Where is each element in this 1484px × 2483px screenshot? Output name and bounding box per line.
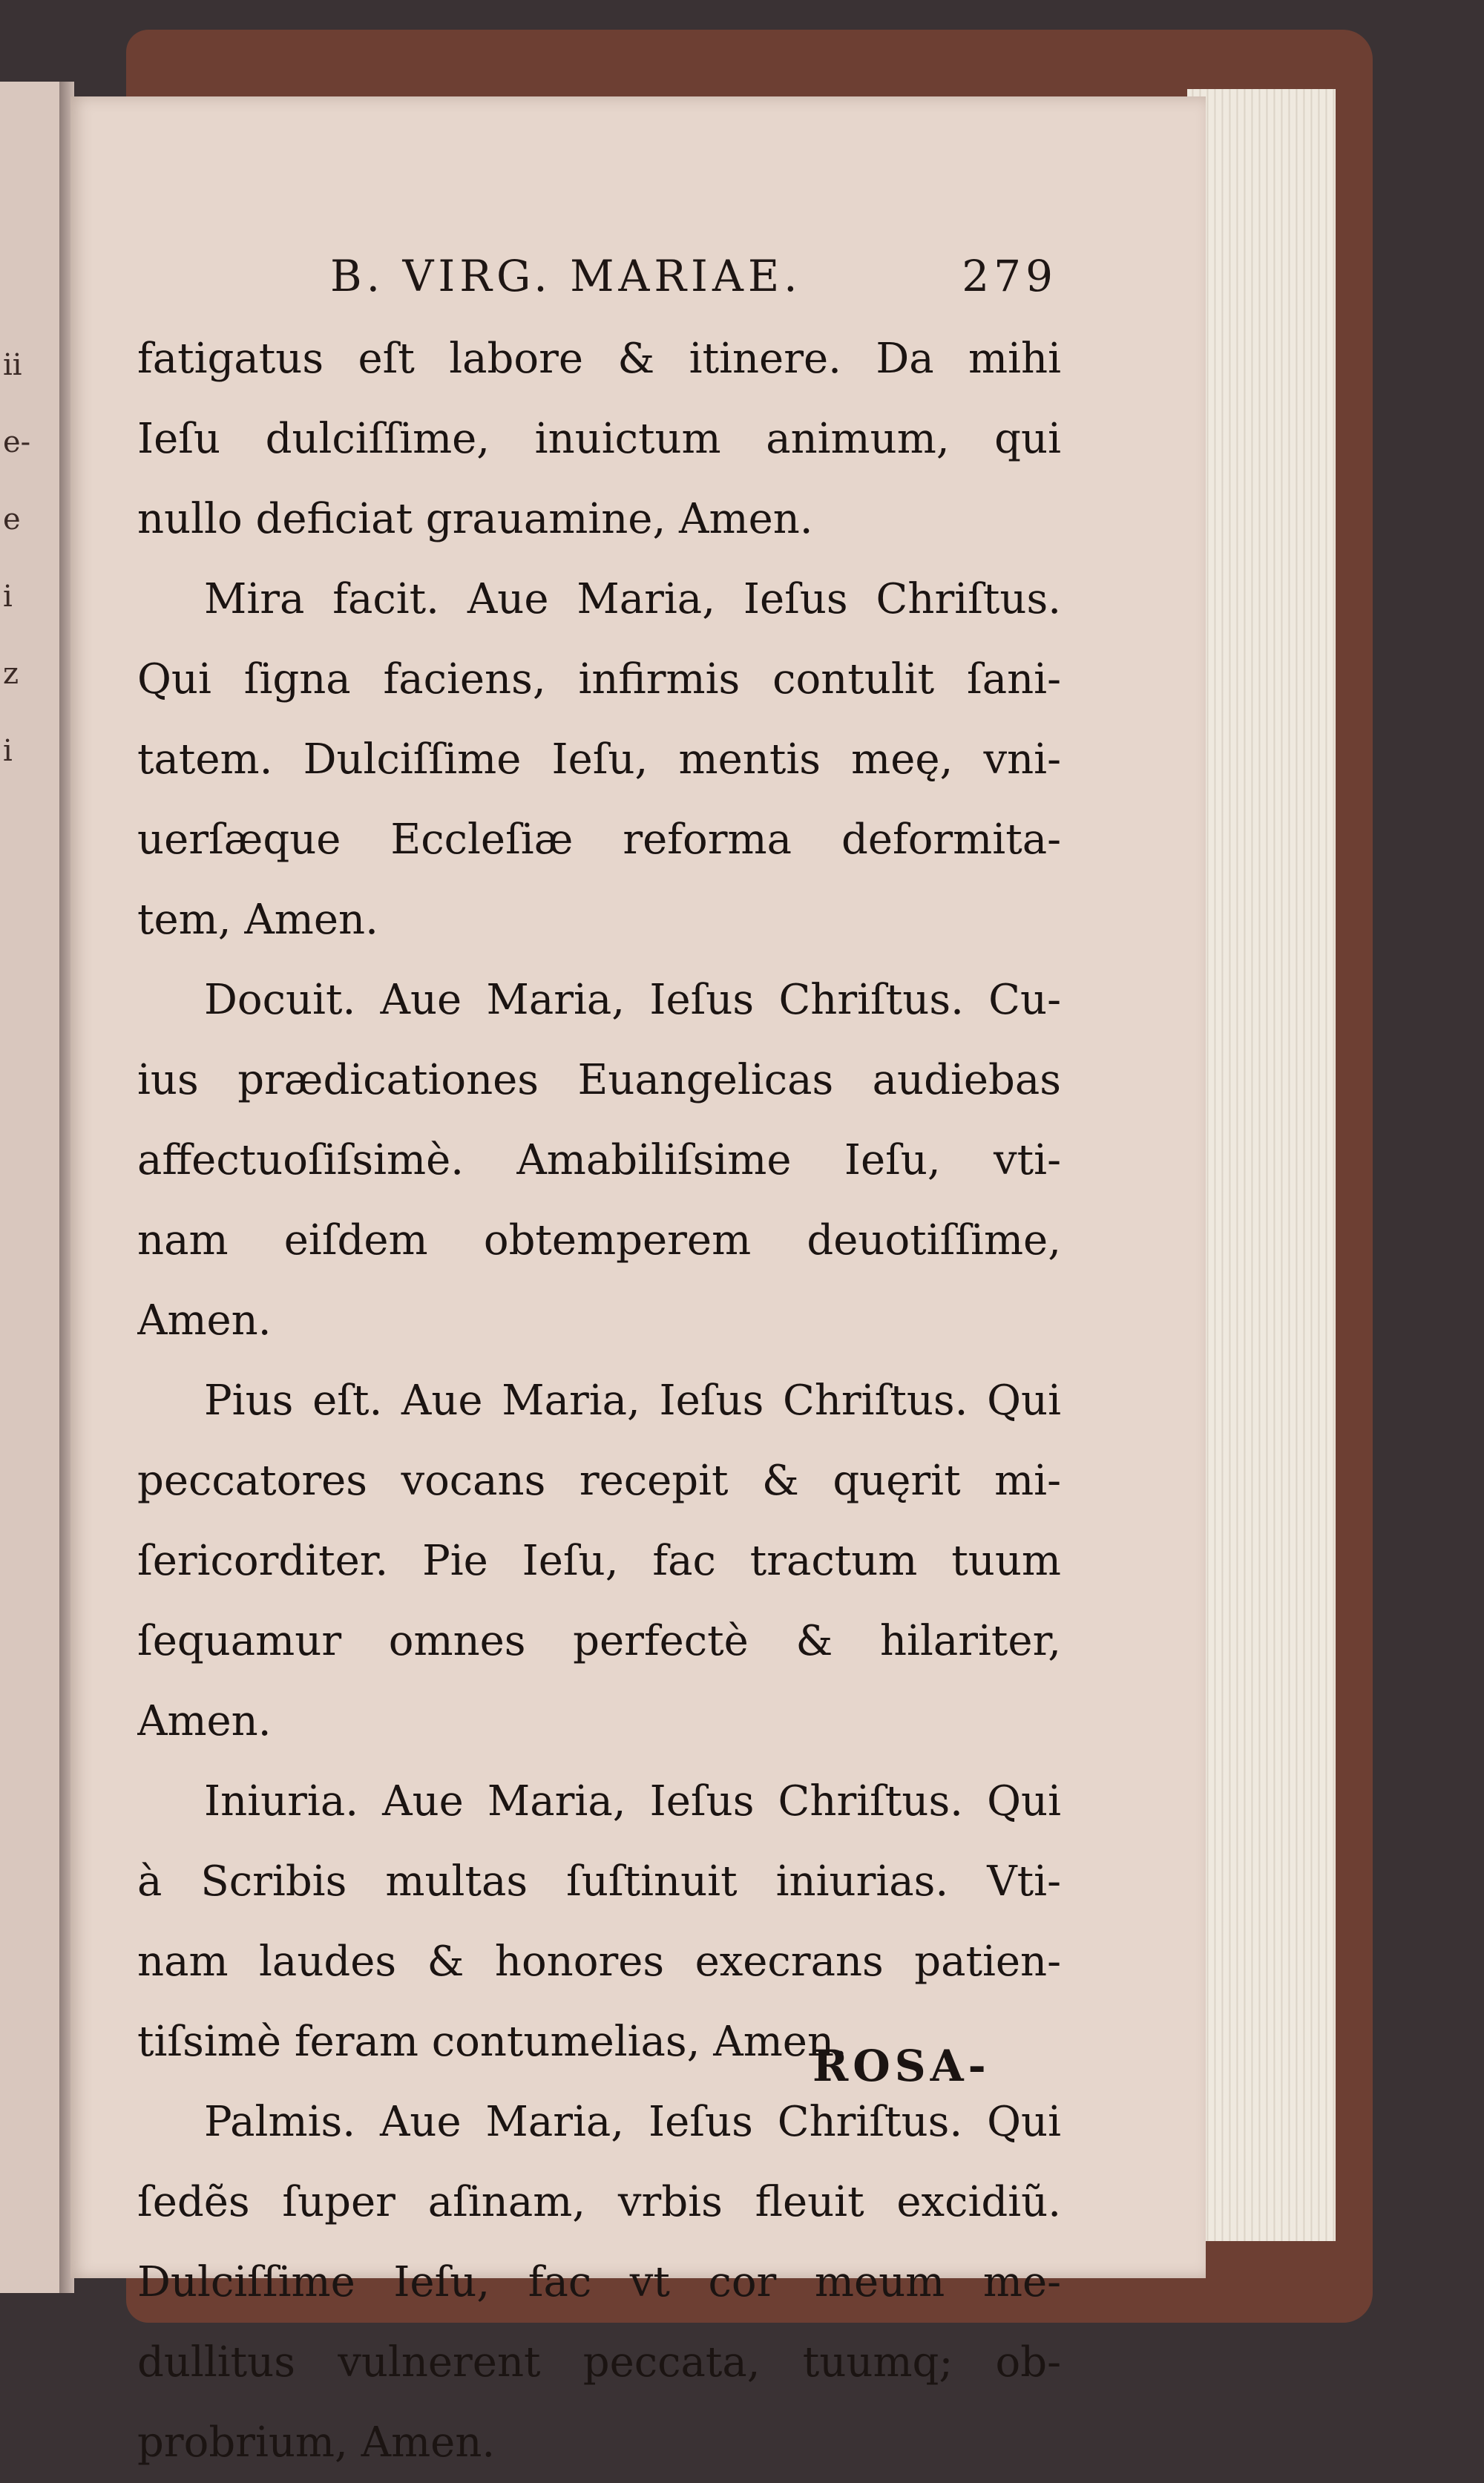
margin-fragment: z — [3, 657, 19, 691]
text-line: tatem. Dulciſſime Ieſu, mentis meę, vni- — [137, 735, 1061, 784]
margin-fragment: i — [3, 580, 13, 614]
body-text — [137, 319, 1061, 2483]
margin-fragments — [3, 327, 47, 790]
text-line: ſequamur omnes perfectè & hilariter, — [137, 1617, 1061, 1665]
header-title: B. VIRG. MARIAE. — [330, 251, 802, 301]
text-line: ſericorditer. Pie Ieſu, fac tractum tuum — [137, 1537, 1061, 1585]
text-line: Pius eſt. Aue Maria, Ieſus Chriſtus. Qui — [204, 1377, 1061, 1425]
text-line: Mira facit. Aue Maria, Ieſus Chriſtus. — [204, 575, 1061, 623]
text-line: tiſsimè feram contumelias, Amen. — [137, 2018, 847, 2066]
text-line: Qui ſigna faciens, infirmis contulit ſani- — [137, 655, 1061, 703]
text-line: nam eiſdem obtemperem deuotiſſime, — [137, 1216, 1061, 1265]
text-line: nam laudes & honores execrans patien- — [137, 1938, 1061, 1986]
text-line: ius prædicationes Euangelicas audiebas — [137, 1056, 1061, 1104]
text-line: dullitus vulnerent peccata, tuumq; ob- — [137, 2338, 1061, 2387]
catchword: ROSA- — [812, 2041, 991, 2091]
text-line: Dulciſſime Ieſu, fac vt cor meum me- — [137, 2258, 1061, 2306]
page-edges — [1187, 89, 1336, 2241]
text-line: peccatores vocans recepit & quęrit mi- — [137, 1457, 1061, 1505]
text-line: Palmis. Aue Maria, Ieſus Chriſtus. Qui — [204, 2098, 1061, 2146]
margin-fragment: e- — [3, 425, 31, 459]
text-line: nullo deficiat grauamine, Amen. — [137, 495, 813, 543]
text-line: tem, Amen. — [137, 896, 378, 944]
text-line: à Scribis multas ſuſtinuit iniurias. Vti- — [137, 1857, 1061, 1906]
text-line: ſedẽs ſuper aſinam, vrbis fleuit excidiũ. — [137, 2178, 1061, 2226]
text-line: fatigatus eſt labore & itinere. Da mihi — [137, 335, 1061, 383]
text-line: Iniuria. Aue Maria, Ieſus Chriſtus. Qui — [204, 1777, 1061, 1826]
page-number: 279 — [962, 251, 1057, 301]
margin-fragment: ii — [3, 348, 22, 382]
text-line: Ieſu dulciſſime, inuictum animum, qui — [137, 415, 1061, 463]
margin-fragment: i — [3, 734, 13, 768]
text-line: Docuit. Aue Maria, Ieſus Chriſtus. Cu- — [204, 976, 1061, 1024]
text-line: affectuoſiſsimè. Amabiliſsime Ieſu, vti- — [137, 1136, 1061, 1184]
margin-fragment: e — [3, 502, 21, 537]
text-line: uerſæque Eccleſiæ reforma deformita- — [137, 816, 1061, 864]
text-line: Amen. — [137, 1296, 272, 1345]
running-header — [330, 251, 1057, 310]
text-line: probrium, Amen. — [137, 2418, 496, 2467]
book-page — [70, 96, 1206, 2467]
text-line: Amen. — [137, 1697, 272, 1745]
